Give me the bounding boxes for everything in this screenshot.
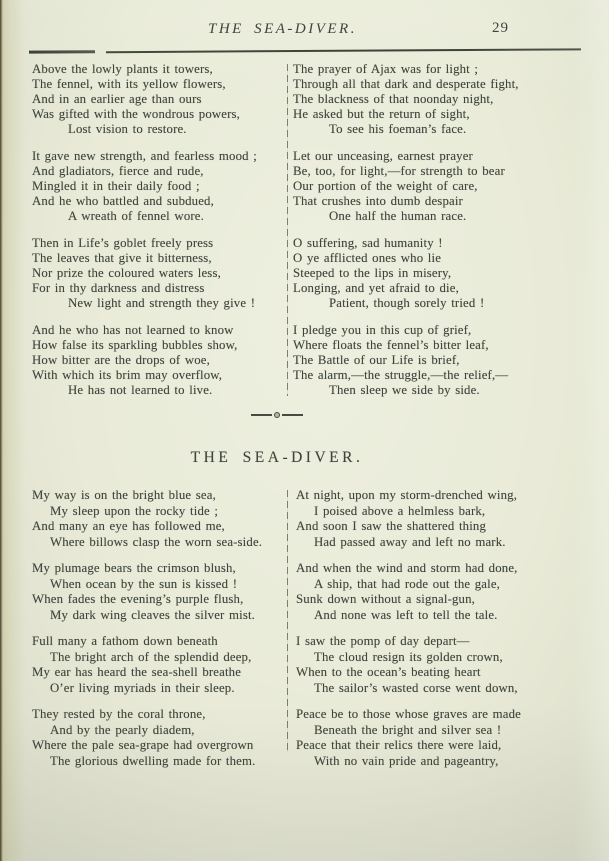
running-head: THE SEA-DIVER. [208,21,357,37]
stanza [296,634,586,696]
poem-line: And by the pearly diadem, [50,722,195,737]
poem-line: The leaves that give it bitterness, [32,251,212,265]
poem-line: I pledge you in this cup of grief, [293,323,472,337]
poem-line: Patient, though sorely tried ! [329,296,485,310]
poem-line: Be, too, for light,—for strength to bear [293,164,505,178]
poem-line: When fades the evening’s purple flush, [32,592,244,606]
poem-line: Where floats the fennel’s bitter leaf, [293,338,489,352]
stanza [32,707,282,769]
poem-line: The alarm,—the struggle,—the relief,— [293,368,509,382]
poem-line: New light and strength they give ! [68,296,256,310]
poem-line: O suffering, sad humanity ! [293,236,443,250]
poem-line: I saw the pomp of day depart— [296,634,470,648]
poem-line: The cloud resign its golden crown, [314,649,503,664]
poem-line: Nor prize the coloured waters less, [32,266,221,280]
poem-line: Then sleep we side by side. [329,383,480,397]
poem-line: Where the pale sea-grape had overgrown [32,738,254,752]
poem-line: To see his foeman’s face. [329,122,467,136]
poem-line: Lost vision to restore. [68,122,187,136]
poem-line: A ship, that had rode out the gale, [314,576,501,591]
poem-line: When ocean by the sun is kissed ! [50,576,238,591]
poem-line: And he who has not learned to know [32,323,234,337]
poem-line: O ye afflicted ones who lie [293,251,442,265]
poem-line: Mingled it in their daily food ; [32,179,200,193]
poem-line: The blackness of that noonday night, [293,92,494,106]
poem-line: The Battle of our Life is brief, [293,353,460,367]
sea-diver-left-column [32,488,282,780]
poem-line: With no vain pride and pageantry, [314,753,499,768]
poem-line: When to the ocean’s beating heart [296,665,481,679]
poem-line: Peace be to those whose graves are made [296,707,521,721]
poem-line: Above the lowly plants it towers, [32,62,213,76]
stanza [296,707,586,769]
stanza [293,323,585,398]
poem-line: He asked but the return of sight, [293,107,470,121]
stanza [293,236,585,311]
ornament-bar [251,414,272,416]
poem-line: O’er living myriads in their sleep. [50,680,235,695]
poem-line: I poised above a helmless bark, [314,503,486,518]
poem-line: Where billows clasp the worn sea-side. [50,534,263,549]
poem-line: With which its brim may overflow, [32,368,223,382]
poem-line: My way is on the bright blue sea, [32,488,216,502]
poem-line: The bright arch of the splendid deep, [50,649,252,664]
poem-line: Our portion of the weight of care, [293,179,478,193]
poem-line: My dark wing cleaves the silver mist. [50,607,256,622]
poem-line: And he who battled and subdued, [32,194,214,208]
poem-line: Had passed away and left no mark. [314,534,506,549]
sea-diver-right-column [296,488,586,780]
poem-line: He has not learned to live. [68,383,213,397]
poem-line: And none was left to tell the tale. [314,607,498,622]
poem-line: Longing, and yet afraid to die, [293,281,459,295]
stanza [293,62,585,137]
section-break-ornament [249,412,305,418]
poem-line: And gladiators, fierce and rude, [32,164,204,178]
poem-line: My plumage bears the crimson blush, [32,561,236,575]
poem-line: And soon I saw the shattered thing [296,519,487,533]
stanza [296,488,586,550]
poem-line: Sunk down without a signal-gun, [296,592,476,606]
poem-line: That crushes into dumb despair [293,194,463,208]
stanza [32,62,280,137]
poem-title: THE SEA-DIVER. [190,449,364,466]
stanza [32,561,282,623]
poem-line: Full many a fathom down beneath [32,634,218,648]
column-divider-rule [287,64,288,396]
poem-line: A wreath of fennel wore. [68,209,204,223]
poem-line: And in an earlier age than ours [32,92,202,106]
header-rule-segment [29,50,95,53]
ornament-dot [274,412,280,418]
poem-line: One half the human race. [329,209,467,223]
stanza [32,634,282,696]
poem-line: It gave new strength, and fearless mood ; [32,149,257,163]
stanza [32,323,280,398]
stanza [32,149,280,224]
poem-line: Peace that their relics there were laid, [296,738,502,752]
goblet-poem-right-column [293,62,585,410]
poem-line: The sailor’s wasted corse went down, [314,680,518,695]
poem-line: And when the wind and storm had done, [296,561,518,575]
poem-line: My ear has heard the sea-shell breathe [32,665,242,679]
poem-line: The glorious dwelling made for them. [50,753,256,768]
poem-line: How bitter are the drops of woe, [32,353,210,367]
stanza [32,236,280,311]
poem-line: Was gifted with the wondrous powers, [32,107,240,121]
stanza [296,561,586,623]
column-divider-rule [287,490,288,752]
poem-line: How false its sparkling bubbles show, [32,338,238,352]
ornament-bar [282,414,303,416]
header-rule-segment [106,48,581,53]
poem-line: At night, upon my storm-drenched wing, [296,488,518,502]
poem-line: Let our unceasing, earnest prayer [293,149,473,163]
header-rule [29,47,581,53]
poem-line: For in thy darkness and distress [32,281,205,295]
goblet-poem-left-column [32,62,280,410]
poem-line: Steeped to the lips in misery, [293,266,452,280]
poem-line: Beneath the bright and silver sea ! [314,722,502,737]
page-number: 29 [492,20,509,36]
poem-line: Then in Life’s goblet freely press [32,236,214,250]
poem-line: Through all that dark and desperate fight, [293,77,519,91]
poem-line: My sleep upon the rocky tide ; [50,503,219,518]
poem-line: The fennel, with its yellow flowers, [32,77,226,91]
stanza [293,149,585,224]
poem-line: And many an eye has followed me, [32,519,225,533]
poem-line: The prayer of Ajax was for light ; [293,62,479,76]
stanza [32,488,282,550]
poem-line: They rested by the coral throne, [32,707,206,721]
